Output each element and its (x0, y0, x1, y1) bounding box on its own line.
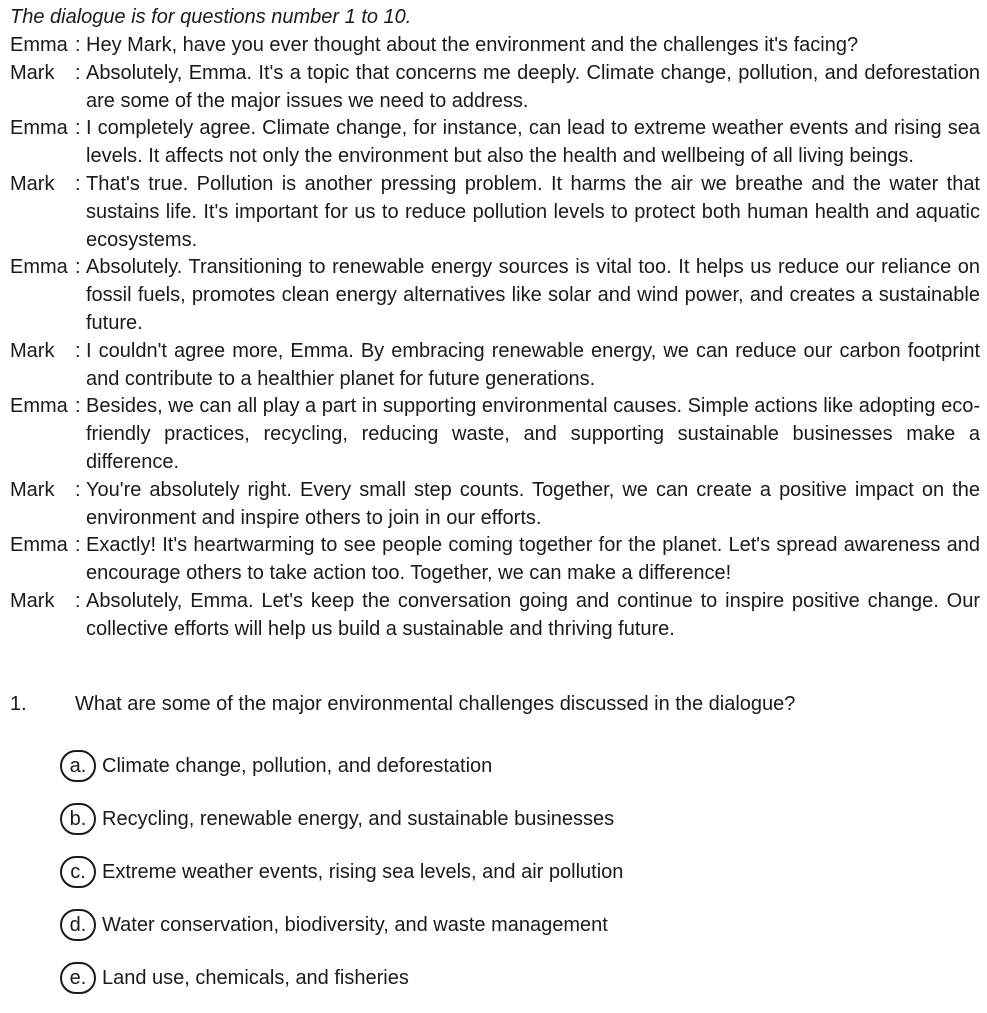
dialogue-turn (10, 477, 980, 533)
option-text[interactable]: Extreme weather events, rising sea levels, and air pollution (102, 860, 624, 883)
answer-options (60, 748, 623, 1013)
option-letter-circle[interactable]: b. (60, 803, 96, 835)
utterance: Absolutely. Transitioning to renewable energy sources is vital too. It helps us reduce our reliance on fossil fuels, promotes clean energy alternatives like solar and wind power, and creates a sustainable future. (86, 256, 980, 334)
option-letter-circle[interactable]: d. (60, 909, 96, 941)
speaker-colon: : (75, 61, 81, 84)
dialogue-turn (10, 60, 980, 116)
speaker-name: Emma (10, 256, 68, 279)
intro-instruction: The dialogue is for questions number 1 to 10. (10, 6, 412, 28)
speaker-colon: : (75, 117, 81, 140)
dialogue-turn (10, 532, 980, 588)
option-text[interactable]: Climate change, pollution, and deforestation (102, 754, 493, 777)
speaker-name: Emma (10, 395, 68, 418)
speaker-colon: : (75, 34, 81, 56)
speaker-colon: : (75, 589, 81, 612)
dialogue-turn (10, 393, 980, 476)
option-text[interactable]: Land use, chemicals, and fisheries (102, 966, 409, 989)
question-text: What are some of the major environmental challenges discussed in the dialogue? (75, 693, 796, 715)
speaker-name: Mark (10, 61, 55, 84)
dialogue-turn (10, 115, 980, 171)
speaker-colon: : (75, 395, 81, 418)
utterance: I couldn't agree more, Emma. By embracing renewable energy, we can reduce our carbon footprint and contribute to a healthier planet for future generations. (86, 339, 980, 390)
option-e[interactable] (60, 960, 623, 996)
option-b[interactable] (60, 801, 623, 837)
dialogue-turn (10, 588, 980, 644)
utterance: Hey Mark, have you ever thought about the environment and the challenges it's facing? (86, 34, 859, 56)
utterance: That's true. Pollution is another pressing problem. It harms the air we breathe and the water that sustains life. It's important for us to reduce pollution levels to protect both human health and aquatic ecosystems. (86, 172, 980, 251)
option-text[interactable]: Water conservation, biodiversity, and waste management (102, 913, 608, 936)
utterance: Besides, we can all play a part in supporting environmental causes. Simple actions like adopting eco-friendly practices, recycling, reducing waste, and supporting sustainable businesses make a difference. (86, 395, 980, 473)
dialogue-turn (10, 254, 980, 337)
dialogue (10, 32, 980, 644)
question-1 (10, 690, 795, 718)
option-letter-circle[interactable]: c. (60, 856, 96, 888)
speaker-name: Emma (10, 117, 68, 140)
option-text[interactable]: Recycling, renewable energy, and sustainable businesses (102, 807, 615, 830)
utterance: Exactly! It's heartwarming to see people coming together for the planet. Let's spread awareness and encourage others to take action too. Together, we can make a difference! (86, 534, 980, 585)
dialogue-turn (10, 32, 980, 60)
option-letter-circle[interactable]: a. (60, 750, 96, 782)
speaker-name: Mark (10, 339, 55, 362)
speaker-name: Mark (10, 172, 55, 195)
speaker-name: Mark (10, 478, 55, 501)
option-d[interactable] (60, 907, 623, 943)
speaker-colon: : (75, 256, 81, 279)
dialogue-turn (10, 171, 980, 254)
speaker-name: Emma (10, 34, 68, 56)
utterance: You're absolutely right. Every small step counts. Together, we can create a positive impact on the environment and inspire others to join in our efforts. (86, 478, 980, 529)
option-letter-circle[interactable]: e. (60, 962, 96, 994)
dialogue-turn (10, 338, 980, 394)
speaker-colon: : (75, 478, 81, 501)
option-a[interactable] (60, 748, 623, 784)
question-number: 1. (10, 693, 27, 715)
utterance: I completely agree. Climate change, for instance, can lead to extreme weather events and rising sea levels. It affects not only the environment but also the health and wellbeing of all living beings. (86, 117, 980, 168)
speaker-colon: : (75, 339, 81, 362)
speaker-name: Emma (10, 534, 68, 557)
utterance: Absolutely, Emma. It's a topic that concerns me deeply. Climate change, pollution, and deforestation are some of the major issues we need to address. (86, 61, 980, 112)
speaker-colon: : (75, 534, 81, 557)
speaker-name: Mark (10, 589, 55, 612)
speaker-colon: : (75, 172, 81, 195)
option-c[interactable] (60, 854, 623, 890)
utterance: Absolutely, Emma. Let's keep the conversation going and continue to inspire positive change. Our collective efforts will help us build a sustainable and thriving future. (86, 589, 980, 640)
